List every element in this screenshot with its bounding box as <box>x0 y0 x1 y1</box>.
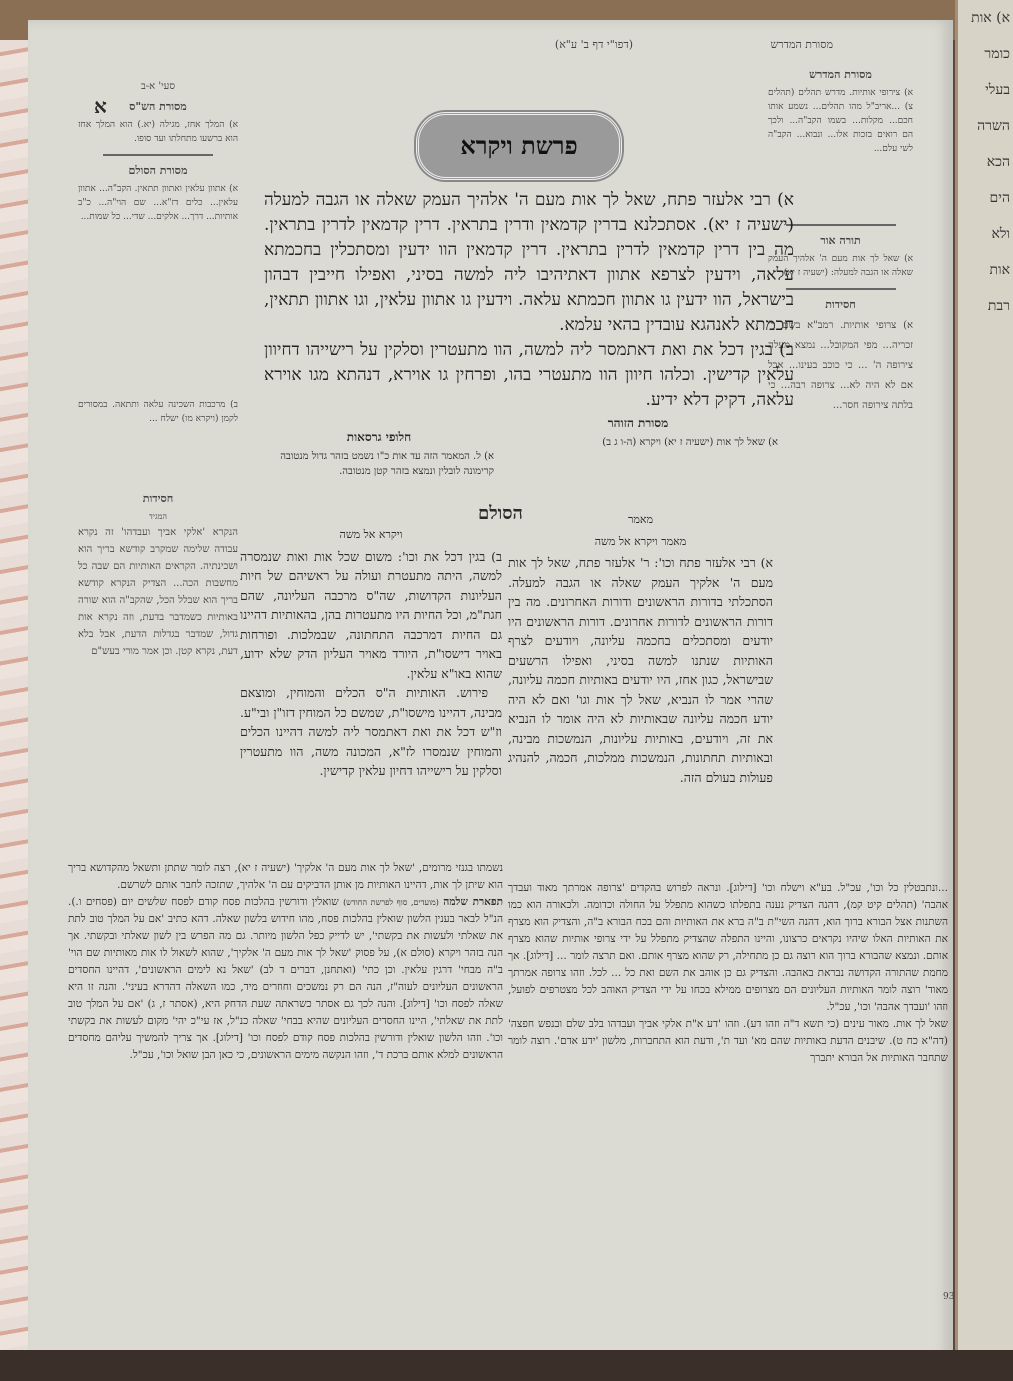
chilufei-text: א) ל. המאמר הזה עד אות כ"ו נשמט בזהר גדול מנטובה קרימונה לובלין ונמצא בזהר קטן מנטובה. <box>280 451 494 477</box>
ornament-divider <box>786 224 896 226</box>
chilufei-heading: חלופי גרסאות <box>346 430 412 444</box>
mesoret-hashas-text: א) המלך אחז, מגילה (יא.) הוא המלך אחז הוא ברשעו מתחלתו ועד סופו. <box>78 120 238 144</box>
sulam-subheading-right: מאמר ויקרא אל משה <box>594 534 687 548</box>
torah-or-heading: תורה אור <box>820 234 861 247</box>
bottom-commentary-right <box>508 880 948 1130</box>
chilufei-nuschaot <box>264 430 494 479</box>
hasidut-heading-left: חסידות <box>142 492 174 505</box>
facing-page-fragment: השרה <box>977 118 1010 134</box>
mesoret-hamidrash-text: א) צירופי אותיות. מדרש תהלים (תהלים צ) ...אריב"ל מהו תהלים... נשמע אותו חכם... מקלות... בשמו הקב"ה... ולכך הם רואים בזכות אלו... ונבוא... הקב"ה לשי עלם... <box>768 88 913 154</box>
zohar-para-a: א) רבי אלעזר פתח, שאל לך אות מעם ה' אלהיך העמק שאלה או הגבה למעלה (ישעיה ז יא). אסתכלנא בדרין קדמאין ודרין בתראין. דרין קדמאין לדרין בתראין. מה בין דרין קדמאין לדרין בתראין. דרין קדמאין הוו ידעין ומסתכלין בחכמתא עלאה, וידעין לצרפא אתוון דאתיהיבו ליה למשה בסיני, ואפילו חייבין דבהון בישראל, הוו ידעין גו אתוון חכמתא עלאה. וידעין גו אתוון עלאין, וגו אתוון תתאין, חכמתא לאנהגא עובדין בהאי עלמא. <box>264 190 794 335</box>
facing-page-fragment: אות <box>989 262 1010 278</box>
sulam-label-maamar: מאמר <box>627 513 654 526</box>
mesoret-hasulam-heading: מסורת הסולם <box>128 164 188 177</box>
mesoret-hashas-heading: מסורת הש"ס <box>129 100 187 113</box>
hasidut-text-left: הנקרא 'אלקי אביך ועבדהו' זה נקרא עבודה שלימה שמקרב קודשא בריך הוא ושכינתיה. הקראים האותיות הם שבה כל מחשבות הכה... הצדיק הנקרא קודשא בריך הוא שבלל הכל, שהקב"ה הוא שורה באותיות כשמדבר בדעת, וזה נקרא אות גדול, שמדבר בגדלות הדעת, אבל בלא דעת, נקרא קטן. וכן אמר מורי בעש"ם <box>78 527 238 657</box>
facing-page-fragment: רבת <box>987 298 1010 314</box>
mesoret-hazohar-heading: מסורת הזוהר <box>607 416 669 430</box>
commentary-right-text: ...ונתבטלין כל וכו', עכ"ל. בע"א וישלח וכו' [דילוג]. ונראה לפרוש בהקדים 'צרופה אמרתך מאוד ועבדך אהבה' (תהלים קיט קמ), דהנה הצדיק נענה בתפלתו כשהוא מתפלל על החולה וכדומה. ולכאורה הוא כמו השתנות אצל הבורא ברוך הוא, דהנה השי"ת ב"ה ברא את האותיות והם בכח הבורא ב"ה, והצדיק הוא מצרף את האותיות האלו שיהיו נקראים כרצונו, והיינו התפלה שהצדיק מתפלל על ידי צרופי אותיות שהוא מצרף אותם. ונמצא שהבורא ברוך הוא רוצה גם כן מתחילה, רק שהוא מצרף אותם. ואם תרצה לומר ... [דילוג]. אך מחמת שהתורה הקדושה נבראת באהבה. והצדיק גם כן אוהב את השם ואת כל ... לכל. וזהו צרופה אמרתך מאוד' רוצה לומר האותיות העליונים הם מצרופים ממילא בכחו על ידי הצדיק האוהב לכל מצטרפים לפועל, וזהו 'ועבדך אהבה' וכו', עכ"ל. <box>508 882 948 1013</box>
torah-or-text: א) שאל לך אות מעם ה' אלהיך העמק שאלה או הגבה למעלה: (ישעיה ז יא) <box>768 254 913 278</box>
parasha-title: פרשת ויקרא <box>416 112 622 180</box>
commentary-left-text: שואלין ודורשין בהלכות פסח קודם לפסח שלשים יום (פסחים ו.). הנ"ל לבאר בענין הלשון שואלין בהלכות פסח, מהו חידוש בלשון שאלה. דהא כתיב 'אם על המלך טוב לתת את שאלתי ולעשות את בקשתי', יש לדייק כפל הלשון מיותר. גם מה הפרש בין לשון שאלתי ובקשתי. אך הנה בזהר ויקרא (סולם א), על פסוק 'שאל לך אות מעם ה' אלקיך', שהוא לשאול לו אות מאותיות שם הוי' ב"ה מבחי' דרגין עלאין. וכן כתי' (ואתחנן, דברים ד לב) 'שאל נא לימים הראשונים', דהיינו החסדים הראשונים העליונים לעוה"ז, הנה הם רק נמשכים וחוזרים מיד, כמו השאלה דהדרא בעיני'. והנה זו היא שאלה לפסח וכו' [דילוג]. והנה לכך גם אסתר כשראתה שעת הדחק היא, (אסתר ז, ג) 'אם על המלך טוב לתת את שאלתי', היינו החסדים העליונים שהיא בבחי' שאלה כנ"ל, אז עי"כ יהי' מקום לעשות את בקשתי וכו'. וזהו הלשון שואלין ודורשין בהלכות פסח קודם לפסח וכו' [דילוג]. אך צריך להמשיך עליהם מחסדים הראשונים למלא אותם ברכת ד', וזהו הנקשה מימים הראשונים, כי כאן הבן שואל וכו', עכ"ל. <box>68 896 503 1061</box>
sulam-left-text: ב) בגין דכל את וכו': משום שכל אות ואות שנמסרה למשה, היתה מתעטרת ועולה על ראשיהם של חיות העליונות הקדושות, שה"ס מרכבה העליונה, שהם חגת"מ, וכל החיות היו מתעטרות בהן, בהאותיות דהיינו גם החיות דמרכבה התחתונה, שבמלכות. ופורחות באויר דישסו"ת, היורד מאויר העליון הדק שלא ידוע, שהוא באו"א עלאין. <box>240 548 502 681</box>
zohar-text <box>264 188 794 413</box>
zohar-para-b: ב) בגין דכל את ואת דאתמסר ליה למשה, הוו מתעטרין וסלקין על רישייהו דחיוון עלאין קדישין. וכלהו חיוון הוו מתעטרי בהו, ופרחין גו אוירא, דנהתא מגו אוירא עלאה, דקיק דלא ידיע. <box>264 340 794 410</box>
facing-page-fragment: ולא <box>991 226 1010 242</box>
tiferet-shlomo-source: (מועדים, סוף לפרשת החודש) <box>343 898 439 907</box>
section-letter: א <box>94 94 107 118</box>
facing-page-fragment: א) אות <box>971 10 1010 26</box>
book-page <box>28 20 953 1360</box>
facing-page-fragment: הכא <box>986 154 1010 170</box>
running-head-midrash: מסורת המדרש <box>770 38 833 51</box>
ornament-divider <box>786 288 896 290</box>
section-range: סעי' א-ב <box>140 81 176 92</box>
page-edge-decoration <box>0 40 30 1381</box>
commentary-right-tail: שאל לך אות. מאור עינים (כי תשא ד"ה וזהו דע). וזהו 'דע א"ת אלקי אביך ועבדהו בלב שלם ובנפש חפצה' (דה"א כח ט). שיבנים הדעת באותיות שהם מא' ועד ת', ודעת הוא התחברות, מלשון 'ידע אדם'. רוצה לומר שתחבר האותיות אל הבורא יתברך <box>508 1018 948 1064</box>
hasidut-text-right: א) צרופי אותיות. רמב"א בשם ר' זכריה... מפי המקובל... נמצא מעלה צירופה ה' ... כי כוכב בעינו... אבל אם לא היה לא... צרופה רבה... כי בלתה צירופה חסר... <box>768 320 913 411</box>
mesoret-hazohar-text: א) שאל לך אות (ישעיה ז יא) ויקרא (ה-ו ג ב) <box>602 437 778 448</box>
facing-page-fragment: כומר <box>984 46 1010 62</box>
commentary-left-intro: נשמתו בגנזי מרומים, 'שאל לך אות מעם ה' אלקיך' (ישעיה ז יא), רצה לומר שתתן ותשאל מהקדושא בריך הוא שיתן לך אות, דהיינו האותיות מן אותן הדביקים עם ה' אלהיך, שתזכה לחבר אותם לשרשם. <box>68 862 503 891</box>
facing-page-fragment: בעלי <box>985 82 1010 98</box>
tiferet-shlomo-heading: תפארת שלמה <box>443 896 503 908</box>
page-number: 93 <box>943 1292 955 1302</box>
mesoret-hazohar <box>498 416 778 450</box>
mesoret-hasulam-a: א) אתוון עלאין ואתוון תתאין. הקב"ה... אתוון עלאין... כלים דז"א... שם הוי"ה... כ"ב אותיות... דרך... אלקים... שדי... כל שמות... <box>78 184 238 222</box>
hasidut-sub-left: המגיד <box>149 512 167 521</box>
mesoret-hasulam-b: ב) מרכבות השכינה עלאה ותתאה. במסורים לקמן (ויקרא מו) ישלח ... <box>78 400 238 424</box>
running-head-folio: (דפו"י דף ב' ע"א) <box>554 38 633 51</box>
sulam-left-column <box>240 525 502 781</box>
ornament-divider <box>103 154 213 156</box>
mesoret-hamidrash-heading: מסורת המדרש <box>809 68 872 81</box>
sulam-right-text: א) רבי אלעזר פתח וכו': ר' אלעזר פתח, שאל לך אות מעם ה' אלקיך העמק שאלה או הגבה למעלה. הסתכלתי בדורות הראשונים ודורות האחרונים. מה בין דורות הראשונים לדורות אחרונים. דורות הראשונים היו יודעים ומסתכלים בחכמה עליונה, ויודעים לצרף האותיות שנתנו למשה בסיני, ואפילו הרשעים שבישראל, כגון אחז, היו יודעים באותיות חכמה עליונה, שהרי אמר לו הנביא, שאל לך אות וגו' ואם לא היה יודע חכמה עליונה שבאותיות לא היה אומר לו הנביא את זה, ויודעים, באותיות עליונות, הנמשכות מבינה, ובאותיות תחתונות, הנמשכות ממלכות, חכמה, להנהיג פעולות בעולם הזה. <box>508 555 773 785</box>
facing-page-edge <box>955 0 1013 1381</box>
sulam-heading: הסולם <box>478 503 523 524</box>
facing-page-fragment: הים <box>989 190 1010 206</box>
left-sidebar <box>78 80 238 660</box>
bottom-commentary-left <box>68 860 503 1190</box>
hasidut-heading-right: חסידות <box>825 298 856 311</box>
sulam-left-text2: פירוש. האותיות ה"ס הכלים והמוחין, ומוצאם מבינה, דהיינו מישסו"ת, שמשם כל המוחין דזו"ן ובי"ע. וז"ש דכל את ואת דאתמסר ליה למשה דהיינו הכלים והמוחין שנמסרו לז"א, המכונה משה, הוו מתעטרין וסלקין על רישייהו דחיון עלאין קדישין. <box>240 685 502 778</box>
sulam-subheading-left: ויקרא אל משה <box>339 528 403 541</box>
sulam-right-column <box>508 510 773 787</box>
table-surface <box>0 1350 1013 1381</box>
